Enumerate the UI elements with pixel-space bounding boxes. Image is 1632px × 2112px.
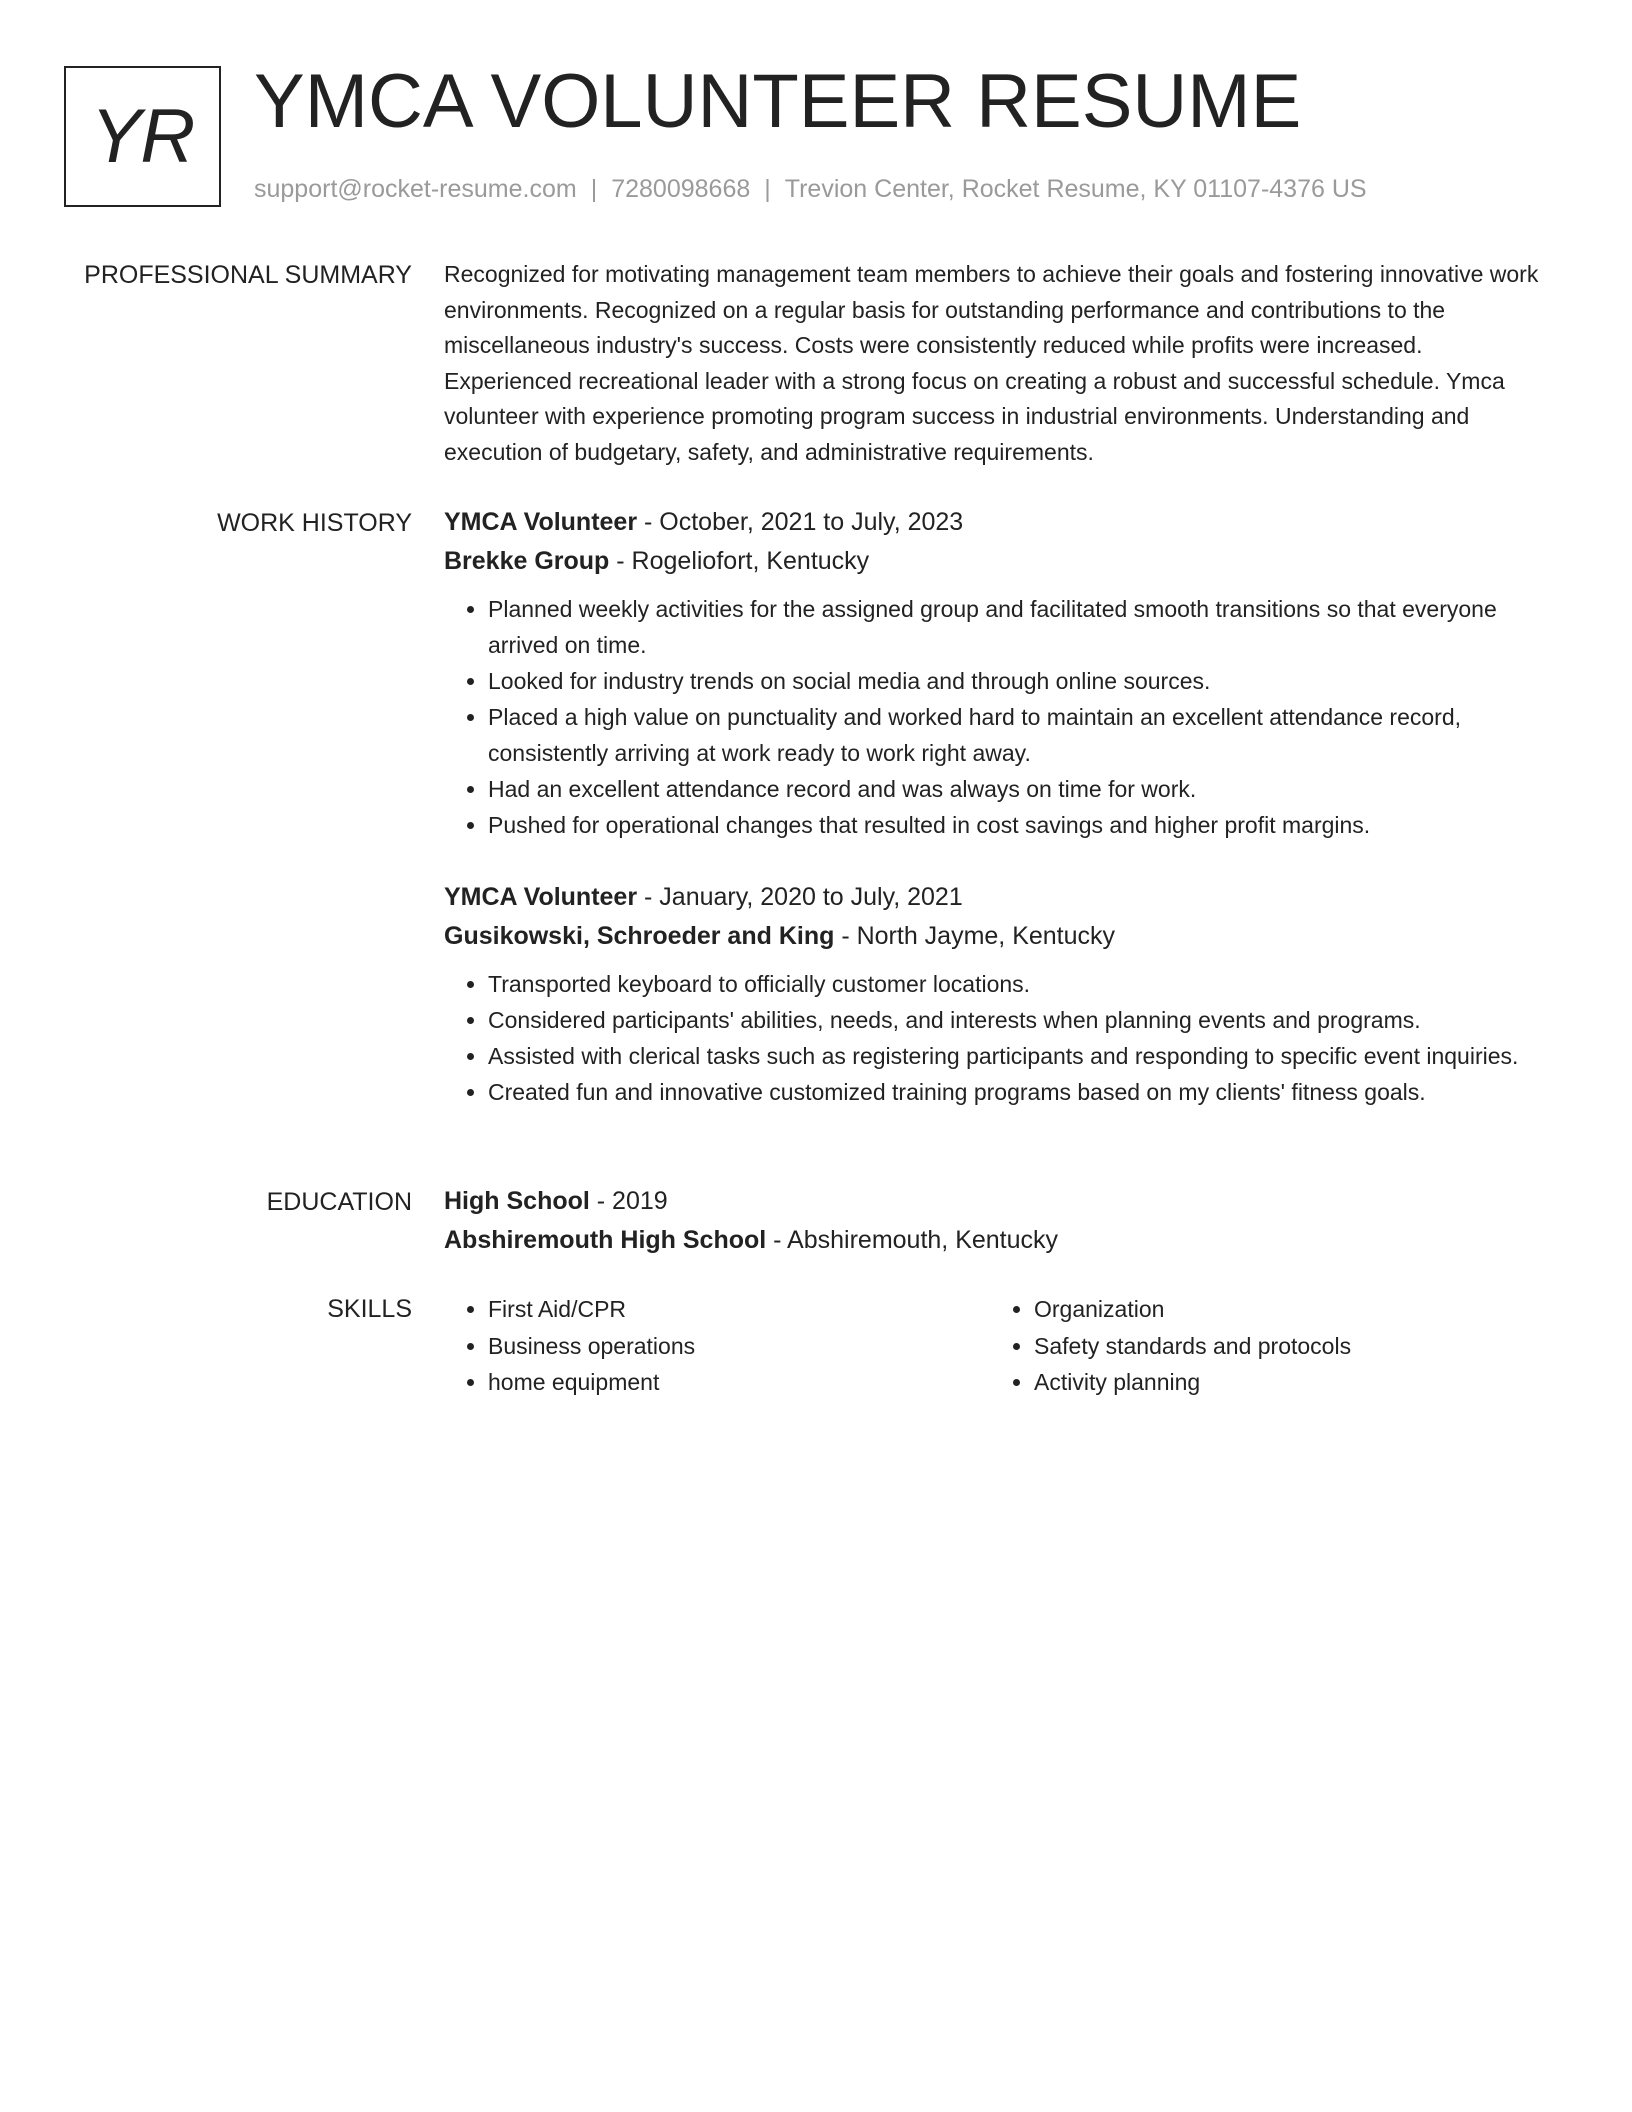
- summary-text: Recognized for motivating management team members to achieve their goals and fostering innovative work environments. Recognized on a regular basis for outstanding performance and contributions to the miscellaneous industry's success. Costs were consistently reduced while profits were increased. Experienced recreational leader with a strong focus on creating a robust and successful schedule. Ymca volunteer with experience promoting program success in industrial environments. Understanding and execution of budgetary, safety, and administrative requirements.: [444, 261, 1539, 465]
- monogram-initials: YR: [90, 94, 195, 179]
- list-item: • Had an excellent attendance record and was always on time for work.: [488, 771, 1544, 807]
- job-location: - Rogeliofort, Kentucky: [609, 547, 870, 575]
- contact-separator: |: [590, 175, 598, 203]
- education-degree-line: [444, 1182, 1544, 1221]
- skills-column-2: [990, 1291, 1351, 1401]
- contact-phone: 7280098668: [611, 175, 751, 203]
- education-school: Abshiremouth High School: [444, 1226, 767, 1254]
- list-item: • Placed a high value on punctuality and worked hard to maintain an excellent attendance record, consistently arriving at work ready to work right away.: [488, 699, 1544, 771]
- list-item: • Considered participants' abilities, needs, and interests when planning events and programs.: [488, 1002, 1544, 1038]
- job-location: - North Jayme, Kentucky: [834, 922, 1116, 950]
- page-title: YMCA VOLUNTEER RESUME: [254, 59, 1302, 144]
- job-dates: - October, 2021 to July, 2023: [637, 508, 964, 536]
- job-title: YMCA Volunteer: [444, 883, 638, 911]
- job-company-line: [444, 542, 1544, 581]
- job-title-line: [444, 503, 1544, 542]
- job-company: Brekke Group: [444, 547, 610, 575]
- skills-section: [444, 1291, 1544, 1401]
- skill-item: • Safety standards and protocols: [1034, 1328, 1351, 1365]
- contact-email: support@rocket-resume.com: [254, 175, 577, 203]
- job-entry-1: [444, 503, 1544, 843]
- skill-item: • First Aid/CPR: [488, 1291, 990, 1328]
- job-dates: - January, 2020 to July, 2021: [637, 883, 963, 911]
- job-title-line: [444, 878, 1544, 917]
- job-bullets: [444, 966, 1544, 1110]
- list-item: • Transported keyboard to officially customer locations.: [488, 966, 1544, 1002]
- education-degree: High School: [444, 1187, 590, 1215]
- skill-item: • Business operations: [488, 1328, 990, 1365]
- education-school-line: [444, 1221, 1544, 1260]
- contact-separator: |: [764, 175, 771, 203]
- summary-section: [444, 257, 1544, 471]
- job-title: YMCA Volunteer: [444, 508, 638, 536]
- list-item: • Created fun and innovative customized training programs based on my clients' fitness goals.: [488, 1074, 1544, 1110]
- skill-item: • Organization: [1034, 1291, 1351, 1328]
- list-item: • Pushed for operational changes that resulted in cost savings and higher profit margins.: [488, 807, 1544, 843]
- work-history-heading: WORK HISTORY: [217, 509, 412, 537]
- education-location: - Abshiremouth, Kentucky: [766, 1226, 1059, 1254]
- job-entry-2: [444, 878, 1544, 1110]
- list-item: • Assisted with clerical tasks such as registering participants and responding to specific event inquiries.: [488, 1038, 1544, 1074]
- contact-address: Trevion Center, Rocket Resume, KY 01107-4376 US: [784, 175, 1367, 203]
- skills-column-1: [444, 1291, 990, 1401]
- education-entry: [444, 1182, 1544, 1260]
- contact-line: [254, 172, 1367, 206]
- list-item: • Looked for industry trends on social media and through online sources.: [488, 663, 1544, 699]
- education-heading: EDUCATION: [266, 1188, 412, 1216]
- list-item: • Planned weekly activities for the assigned group and facilitated smooth transitions so that everyone arrived on time.: [488, 591, 1544, 663]
- skill-item: • Activity planning: [1034, 1364, 1351, 1401]
- skill-item: • home equipment: [488, 1364, 990, 1401]
- monogram-box: [64, 66, 221, 207]
- job-company-line: [444, 917, 1544, 956]
- summary-heading: PROFESSIONAL SUMMARY: [84, 261, 412, 289]
- job-bullets: [444, 591, 1544, 843]
- skills-heading: SKILLS: [327, 1295, 412, 1323]
- education-year: - 2019: [589, 1187, 668, 1215]
- job-company: Gusikowski, Schroeder and King: [444, 922, 835, 950]
